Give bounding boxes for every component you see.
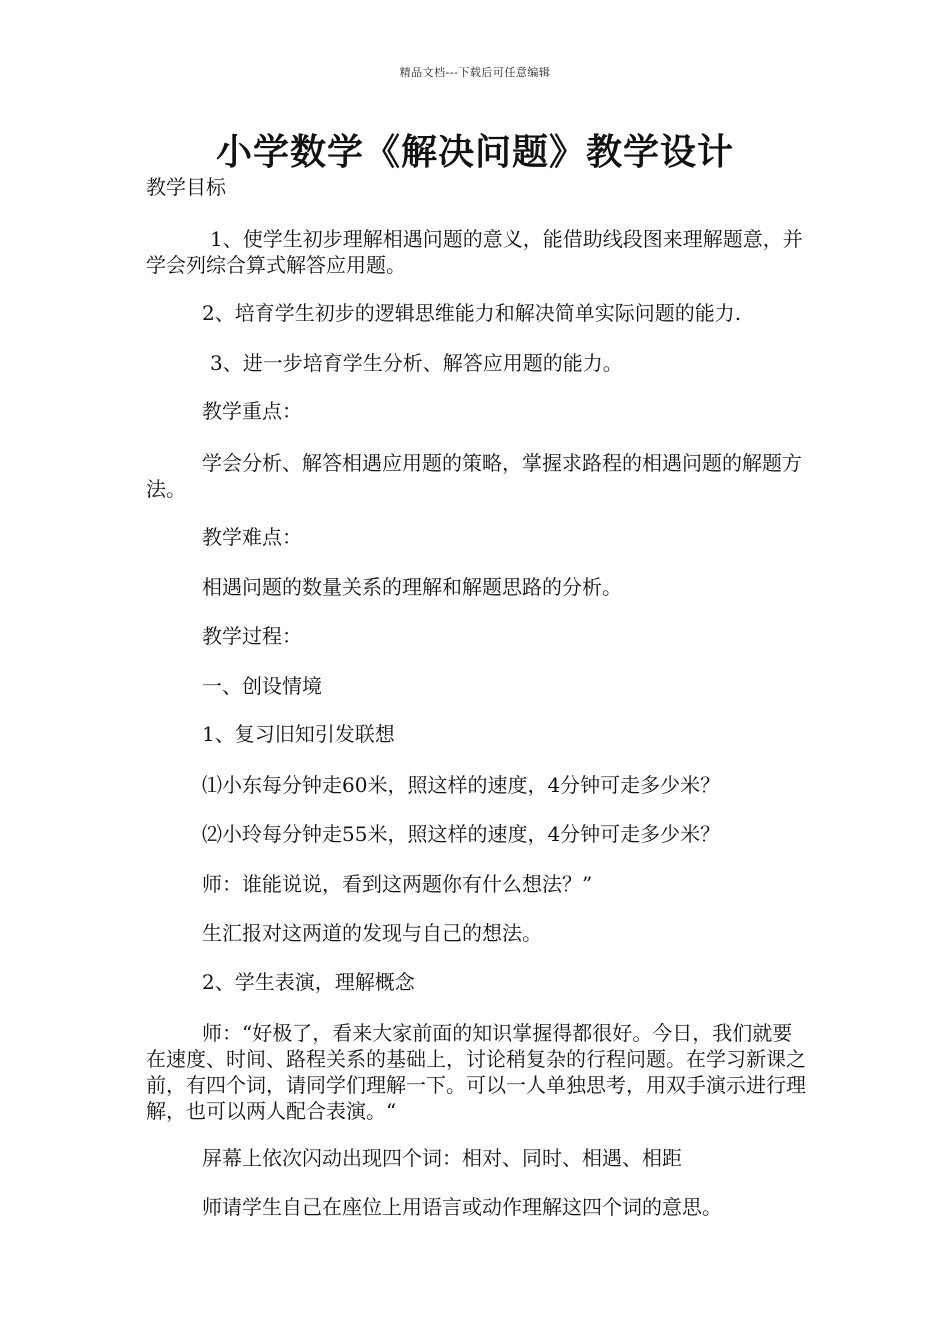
paragraph-difficulties-label: 教学难点： xyxy=(202,525,302,549)
paragraph-goal-1: 1、使学生初步理解相遇问题的意义，能借助线段图来理解题意，并学会列综合算式解答应用题。 xyxy=(146,227,803,277)
paragraph-difficulties: 相遇问题的数量关系的理解和解题思路的分析。 xyxy=(202,575,622,599)
paragraph-review: 1、复习旧知引发联想 xyxy=(202,722,395,746)
paragraph-section-2: 2、学生表演，理解概念 xyxy=(202,970,415,994)
paragraph-question-2: ⑵小玲每分钟走55米，照这样的速度，4分钟可走多少米？ xyxy=(202,822,721,846)
paragraph-section-1: 一、创设情境 xyxy=(202,674,322,698)
section-heading-goals: 教学目标 xyxy=(146,175,226,199)
page-header: 精品文档---下载后可任意编辑 xyxy=(399,66,551,79)
paragraph-teacher-ask: 师：谁能说说，看到这两题你有什么想法？” xyxy=(202,872,593,896)
paragraph-goal-3: 3、进一步培育学生分析、解答应用题的能力。 xyxy=(210,351,623,375)
document-title: 小学数学《解决问题》教学设计 xyxy=(215,131,734,173)
paragraph-screen-words: 屏幕上依次闪动出现四个词：相对、同时、相遇、相距 xyxy=(202,1146,682,1170)
paragraph-student-report: 生汇报对这两道的发现与自己的想法。 xyxy=(202,921,542,945)
paragraph-goal-2: 2、培育学生初步的逻辑思维能力和解决简单实际问题的能力. xyxy=(202,301,742,325)
paragraph-key-points-label: 教学重点： xyxy=(202,399,302,423)
paragraph-teacher-instruction: 师请学生自己在座位上用语言或动作理解这四个词的意思。 xyxy=(202,1195,722,1219)
paragraph-question-1: ⑴小东每分钟走60米，照这样的速度，4分钟可走多少米？ xyxy=(202,773,721,797)
paragraph-key-points: 学会分析、解答相遇应用题的策略，掌握求路程的相遇问题的解题方法。 xyxy=(146,451,802,501)
paragraph-process-label: 教学过程： xyxy=(202,624,302,648)
paragraph-teacher-intro: 师：“好极了，看来大家前面的知识掌握得都很好。今日，我们就要在速度、时间、路程关系的基础上，讨论稍复杂的行程问题。在学习新课之前，有四个词，请同学们理解一下。可以一人单独思考，用双手演示进行理解，也可以两人配合表演。“ xyxy=(146,1021,806,1123)
